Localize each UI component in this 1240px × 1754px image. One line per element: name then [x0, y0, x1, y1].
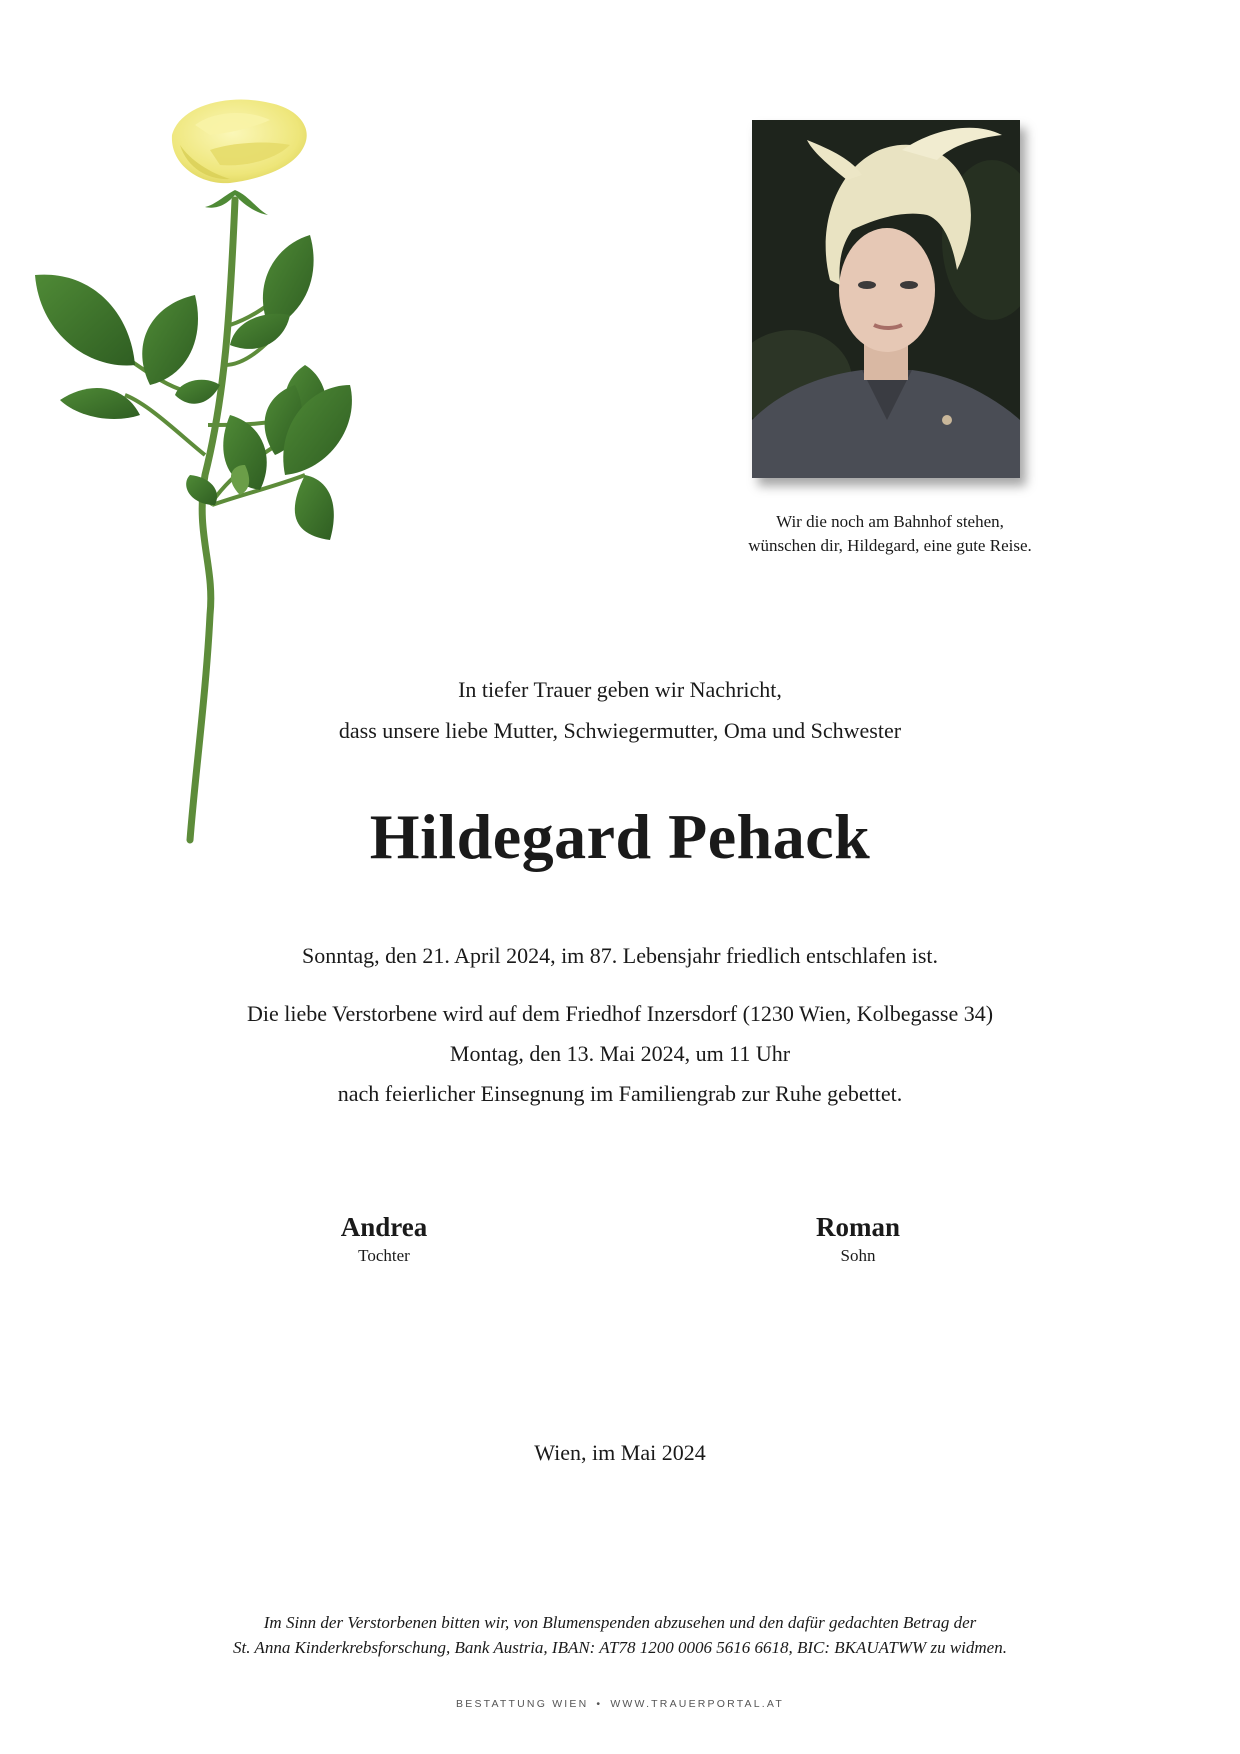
mourner-name: Roman	[815, 1212, 900, 1242]
mourner-relation: Tochter	[358, 1246, 410, 1265]
footer-separator: •	[596, 1698, 603, 1710]
photo-caption-line-1: Wir die noch am Bahnhof stehen,	[776, 512, 1004, 531]
mourner-entry	[708, 1210, 1008, 1268]
mourner-relation: Sohn	[840, 1246, 876, 1265]
mourner-name: Andrea	[340, 1212, 428, 1242]
donation-line-2: St. Anna Kinderkrebsforschung, Bank Austria, IBAN: AT78 1200 0006 5616 6618, BIC: BKAUATWW zu widmen.	[233, 1638, 1007, 1657]
donation-line-1: Im Sinn der Verstorbenen bitten wir, von Blumenspenden abzusehen und den dafür gedachten Betrag der	[263, 1613, 977, 1632]
deceased-name: Hildegard Pehack	[369, 801, 871, 872]
burial-line-2: Montag, den 13. Mai 2024, um 11 Uhr	[449, 1041, 791, 1066]
intro-line-2: dass unsere liebe Mutter, Schwiegermutter, Oma und Schwester	[338, 718, 902, 743]
portrait-photo	[752, 120, 1020, 478]
burial-line-3: nach feierlicher Einsegnung im Familiengrab zur Ruhe gebettet.	[337, 1081, 903, 1106]
intro-line-1: In tiefer Trauer geben wir Nachricht,	[458, 677, 782, 702]
footer-website-link[interactable]: WWW.TRAUERPORTAL.AT	[610, 1698, 784, 1710]
place-date: Wien, im Mai 2024	[534, 1440, 706, 1465]
photo-caption	[700, 510, 1080, 558]
donation-note	[0, 1610, 1240, 1660]
death-date-line: Sonntag, den 21. April 2024, im 87. Lebensjahr friedlich entschlafen ist.	[301, 943, 939, 968]
footer	[0, 1698, 1240, 1710]
burial-line-1: Die liebe Verstorbene wird auf dem Friedhof Inzersdorf (1230 Wien, Kolbegasse 34)	[246, 1001, 994, 1026]
mourner-entry	[234, 1210, 534, 1268]
footer-company: BESTATTUNG WIEN	[456, 1698, 589, 1710]
photo-caption-line-2: wünschen dir, Hildegard, eine gute Reise.	[748, 536, 1032, 555]
